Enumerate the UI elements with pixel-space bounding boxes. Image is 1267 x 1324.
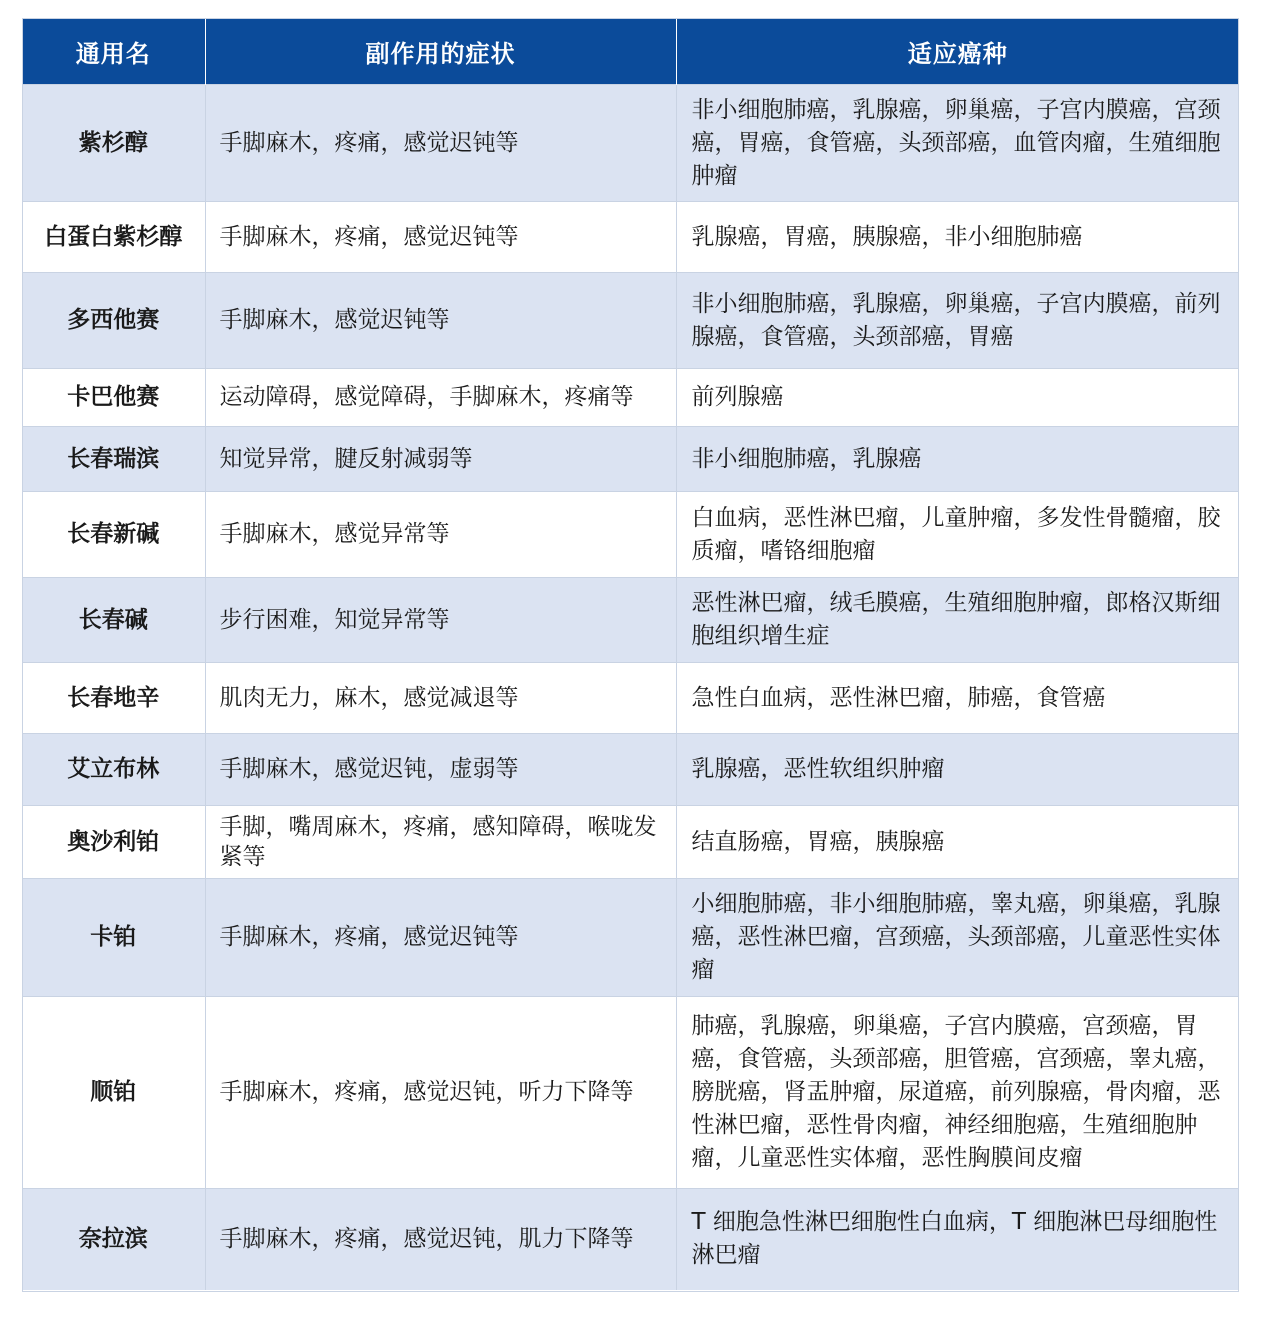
symptoms-cell: 步行困难，知觉异常等 <box>205 578 676 663</box>
symptoms-cell: 运动障碍，感觉障碍，手脚麻木，疼痛等 <box>205 369 676 427</box>
drug-side-effect-table <box>22 18 1239 1290</box>
drug-name-cell: 奈拉滨 <box>22 1189 205 1290</box>
header-indicated-cancers: 适应癌种 <box>676 18 1239 85</box>
indications-cell: 结直肠癌，胃癌，胰腺癌 <box>676 806 1239 879</box>
table-row <box>22 273 1239 369</box>
table-row <box>22 997 1239 1189</box>
drug-name-cell: 多西他赛 <box>22 273 205 369</box>
indications-cell: 肺癌，乳腺癌，卵巢癌，子宫内膜癌，宫颈癌，胃癌，食管癌，头颈部癌，胆管癌，宫颈癌，睾丸癌，膀胱癌，肾盂肿瘤，尿道癌，前列腺癌，骨肉瘤，恶性淋巴瘤，恶性骨肉瘤，神经细胞癌，生殖细胞肿瘤，儿童恶性实体瘤，恶性胸膜间皮瘤 <box>676 997 1239 1189</box>
header-generic-name: 通用名 <box>22 18 205 85</box>
drug-name-cell: 卡巴他赛 <box>22 369 205 427</box>
indications-cell: 乳腺癌，胃癌，胰腺癌，非小细胞肺癌 <box>676 202 1239 273</box>
table-row <box>22 879 1239 997</box>
indications-cell: 白血病，恶性淋巴瘤，儿童肿瘤，多发性骨髓瘤，胶质瘤，嗜铬细胞瘤 <box>676 492 1239 578</box>
indications-cell: 恶性淋巴瘤，绒毛膜癌，生殖细胞肿瘤，郎格汉斯细胞组织增生症 <box>676 578 1239 663</box>
header-row <box>22 18 1239 85</box>
symptoms-cell: 手脚，嘴周麻木，疼痛，感知障碍，喉咙发紧等 <box>205 806 676 879</box>
drug-name-cell: 白蛋白紫杉醇 <box>22 202 205 273</box>
symptoms-cell: 手脚麻木，疼痛，感觉迟钝等 <box>205 879 676 997</box>
indications-cell: 非小细胞肺癌，乳腺癌，卵巢癌，子宫内膜癌，前列腺癌，食管癌，头颈部癌，胃癌 <box>676 273 1239 369</box>
table-header <box>22 18 1239 85</box>
drug-name-cell: 顺铂 <box>22 997 205 1189</box>
table-row <box>22 369 1239 427</box>
drug-table-container <box>22 18 1239 1290</box>
table-row <box>22 202 1239 273</box>
drug-name-cell: 艾立布林 <box>22 734 205 806</box>
indications-cell: 小细胞肺癌，非小细胞肺癌，睾丸癌，卵巢癌，乳腺癌，恶性淋巴瘤，宫颈癌，头颈部癌，儿童恶性实体瘤 <box>676 879 1239 997</box>
table-row <box>22 492 1239 578</box>
table-row <box>22 578 1239 663</box>
table-row <box>22 663 1239 734</box>
indications-cell: T 细胞急性淋巴细胞性白血病，T 细胞淋巴母细胞性淋巴瘤 <box>676 1189 1239 1290</box>
table-row <box>22 85 1239 202</box>
drug-name-cell: 长春瑞滨 <box>22 427 205 492</box>
header-side-effect-symptoms: 副作用的症状 <box>205 18 676 85</box>
symptoms-cell: 手脚麻木，感觉异常等 <box>205 492 676 578</box>
symptoms-cell: 手脚麻木，疼痛，感觉迟钝，肌力下降等 <box>205 1189 676 1290</box>
symptoms-cell: 手脚麻木，感觉迟钝，虚弱等 <box>205 734 676 806</box>
indications-cell: 急性白血病，恶性淋巴瘤，肺癌，食管癌 <box>676 663 1239 734</box>
table-row <box>22 1189 1239 1290</box>
drug-name-cell: 长春新碱 <box>22 492 205 578</box>
drug-name-cell: 紫杉醇 <box>22 85 205 202</box>
drug-name-cell: 长春地辛 <box>22 663 205 734</box>
symptoms-cell: 手脚麻木，疼痛，感觉迟钝等 <box>205 85 676 202</box>
symptoms-cell: 手脚麻木，感觉迟钝等 <box>205 273 676 369</box>
indications-cell: 乳腺癌，恶性软组织肿瘤 <box>676 734 1239 806</box>
table-body <box>22 85 1239 1290</box>
symptoms-cell: 知觉异常，腱反射减弱等 <box>205 427 676 492</box>
drug-name-cell: 长春碱 <box>22 578 205 663</box>
indications-cell: 非小细胞肺癌，乳腺癌 <box>676 427 1239 492</box>
drug-name-cell: 奥沙利铂 <box>22 806 205 879</box>
table-row <box>22 734 1239 806</box>
table-row <box>22 427 1239 492</box>
indications-cell: 前列腺癌 <box>676 369 1239 427</box>
table-row <box>22 806 1239 879</box>
symptoms-cell: 肌肉无力，麻木，感觉减退等 <box>205 663 676 734</box>
indications-cell: 非小细胞肺癌，乳腺癌，卵巢癌，子宫内膜癌，宫颈癌，胃癌，食管癌，头颈部癌，血管肉瘤，生殖细胞肿瘤 <box>676 85 1239 202</box>
drug-name-cell: 卡铂 <box>22 879 205 997</box>
symptoms-cell: 手脚麻木，疼痛，感觉迟钝，听力下降等 <box>205 997 676 1189</box>
symptoms-cell: 手脚麻木，疼痛，感觉迟钝等 <box>205 202 676 273</box>
